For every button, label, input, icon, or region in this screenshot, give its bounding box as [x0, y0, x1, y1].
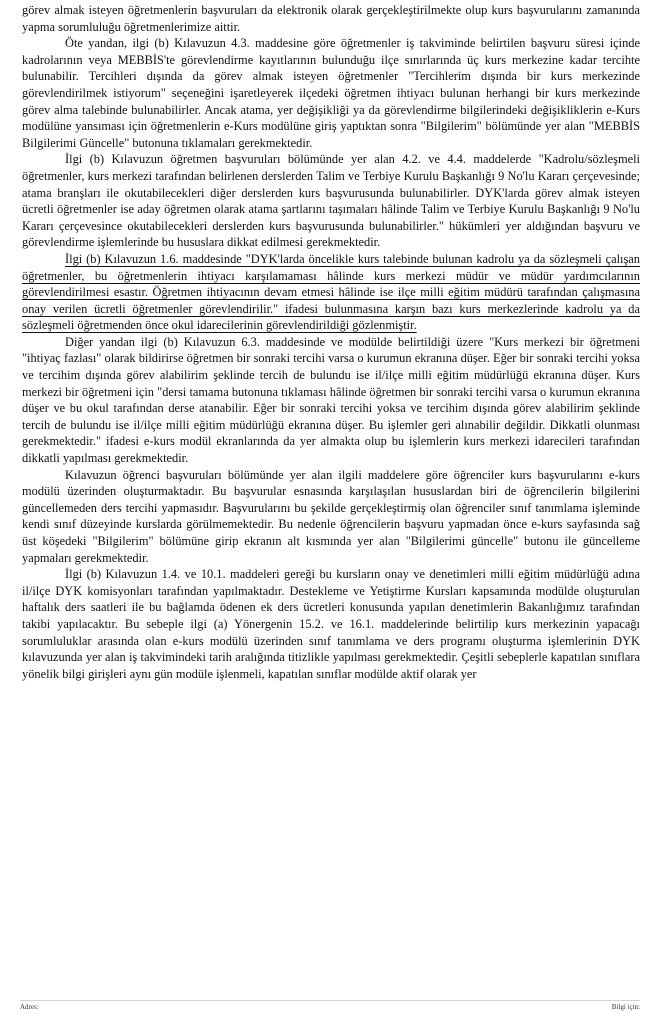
document-body: [22, 2, 640, 682]
paragraph-surplus-teacher: Diğer yandan ilgi (b) Kılavuzun 6.3. maddesinde ve modülde belirtildiği üzere "Kurs merkezi bir öğretmeni "ihtiyaç fazlası" olarak bildirirse öğretmen bir sonraki tercihi varsa o kurumun ekranına düşer. Eğer bir sonraki tercihi yoksa ve tercihim dışında görev alabilirim şeklinde tercih de bulundu ise il/ilçe milli eğitim müdürlüğü ekranına düşer. Kurs merkezi bir öğretmeni için "dersi tamama butonuna tıklaması hâlinde öğretmen bir sonraki tercihi varsa o kurumun ekranına düşer ve bu okul tarafından derse atanabilir. Eğer bir sonraki tercihi yoksa ve tercihim dışında görev alabilirim şeklinde tercih de bulundu ise il/ilçe milli eğitim müdürlüğü ekranına düşer. Bu işlemler geri alınabilir değildir. Dikkatli olunması gerekmektedir." ifadesi e-kurs modül ekranlarında da yer almakta olup bu işlemlerin kurs merkezi idarecileri tarafından dikkatli yapılması gerekmektedir.: [22, 334, 640, 466]
paragraph-student-applications: Kılavuzun öğrenci başvuruları bölümünde yer alan ilgili maddelere göre öğrenciler kurs başvurularını e-kurs modülü üzerinden oluşturmaktadır. Bu başvurular esnasında karşılaşılan hususlardan biri de öğrencilerin bilgilerini güncellemeden ders tercihi yapmasıdır. Başvurularını bu şekilde gerçekleştirmiş olan öğrenciler sınıf tanımlama işleminde kendi sınıf düzeyinde kurslarda görülmemektedir. Bu nedenle öğrencilerin başvuru yapmadan önce e-kurs sayfasında sağ üst köşedeki "Bilgilerim" bölümüne girip ekranın alt kısmında yer alan "Bilgilerimi güncelle" butonu ile güncelleme yapmaları gerekmektedir.: [22, 467, 640, 565]
footer-address-label: Adres:: [20, 1003, 39, 1011]
paragraph-dyk-assignment: İlgi (b) Kılavuzun 1.6. maddesinde "DYK'larda öncelikle kurs talebinde bulunan kadrolu ya da sözleşmeli çalışan öğretmenler, bu öğretmenlerin ihtiyacı karşılamaması hâlinde kurs merkezi müdür ve müdür yardımcılarının görevlendirilmesi esastır. Öğretmen ihtiyacının devam etmesi hâlinde ise ilçe milli eğitim müdürü tarafından çalışmasına onay verilen ücretli öğretmenler görevlendirilir." ifadesi bulunmasına karşın bazı kurs merkezlerinde kadrolu ya da sözleşmeli öğretmenden önce okul idarecilerinin görevlendirildiği gözlenmiştir.: [22, 251, 640, 333]
footer-info-label: Bilgi için:: [611, 1003, 640, 1011]
paragraph-inspection: İlgi (b) Kılavuzun 1.4. ve 10.1. maddeleri gereği bu kursların onay ve denetimleri milli eğitim müdürlüğü adına il/ilçe DYK komisyonları tarafından yapılmaktadır. Destekleme ve Yetiştirme Kursları kapsamında modülde oluşturulan haftalık ders saatleri ile bu bağlamda ödenen ek ders ücretleri konusunda yapılan denetimlerin Bakanlığımız tarafından takibi yapılacaktır. Bu sebeple ilgi (a) Yönergenin 15.2. ve 16.1. maddelerinde belirtilip kurs merkezinin yapacağı sorumluluklar arasında olan e-kurs modülü üzerinden sınıf tanımlama ve ders programı oluşturma işlemlerinin DYK kılavuzunda yer alan iş takvimindeki tarih aralığında titizlikle yapılması gerekmektedir. Çeşitli sebeplerle kapatılan sınıflara yönelik bilgi girişleri aynı gün modüle işlenmeli, kapatılan sınıflar modülde aktif olarak yer: [22, 567, 640, 681]
paragraph-continuation: görev almak isteyen öğretmenlerin başvuruları da elektronik olarak gerçekleştirilmekte olup kurs başvurularını zamanında yapma sorumluluğu öğretmenlerimize aittir.: [22, 3, 640, 34]
paragraph-teacher-applications: İlgi (b) Kılavuzun öğretmen başvuruları bölümünde yer alan 4.2. ve 4.4. maddelerde "Kadrolu/sözleşmeli öğretmenler, kurs merkezi tarafından belirlenen derslerden Talim ve Terbiye Kurulu Başkanlığı 9 No'lu Kararı çerçevesinde; atama branşları ile okutabilecekleri diğer derslerden kurs başvurusunda bulunabilirler. DYK'larda görev almak isteyen ücretli öğretmenler ise aday öğretmen olarak atama şartlarını taşımaları hâlinde Talim ve Terbiye Kurulu Başkanlığı 9 No'lu Kararı çerçevesince okutabilecekleri derslerden kurs başvurusunda bulunabilirler." hükümleri yer aldığından başvuru ve görevlendirme işlemlerinde bu hususlara dikkat edilmesi gerekmektedir.: [22, 152, 640, 250]
footer-divider: [20, 1000, 640, 1001]
paragraph-teacher-preferences: Öte yandan, ilgi (b) Kılavuzun 4.3. maddesine göre öğretmenler iş takviminde belirtilen başvuru süresi içinde kadrolarının veya MEBBİS'te görevlendirme kayıtlarının bulunduğu ilçe sınırlarında üç kurs merkezine kadar tercihte bulunabilir. Tercihleri dışında da görev almak isteyen öğretmenler "Tercihlerim dışında bir kurs merkezinde görevlendirilmek istiyorum" seçeneğini işaretleyerek ilçedeki öğretmen ihtiyacı bulunan herhangi bir kurs merkezinde görev alma talebinde bulunabilirler. Ancak atama, yer değişikliği ya da görevlendirme bilgilerindeki değişikliklerin e-Kurs modülüne yansıması için öğretmenlerin e-Kurs modülüne giriş yaptıktan sonra "Bilgilerim" bölümünde yer alan "MEBBİS Bilgilerimi Güncelle" butonuna tıklamaları gerekmektedir.: [22, 36, 640, 150]
